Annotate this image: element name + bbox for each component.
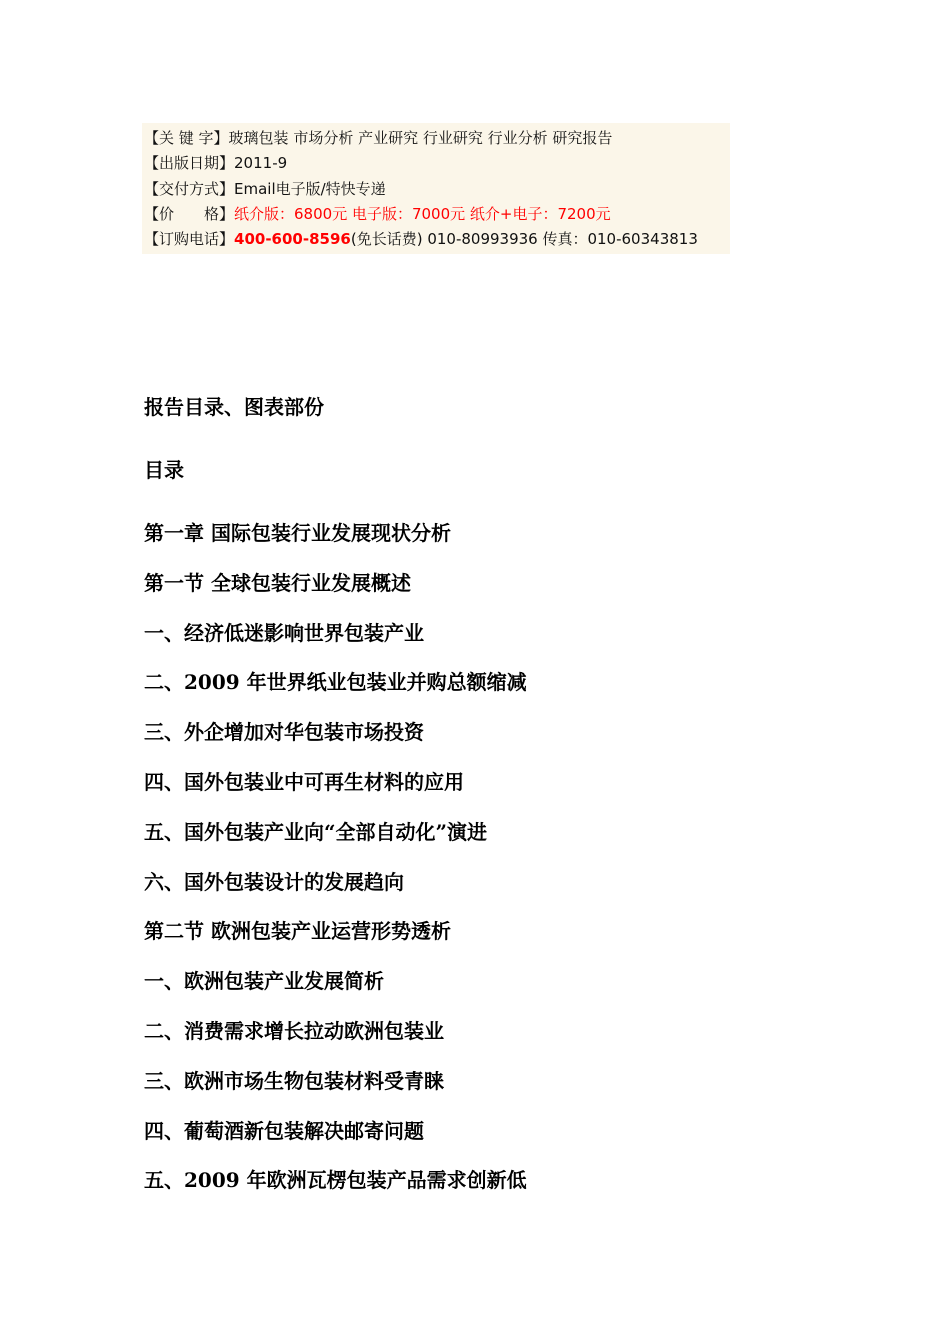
phone-label: 【订购电话】 bbox=[144, 230, 235, 249]
section-title: 报告目录、图表部份 bbox=[144, 395, 324, 419]
price-value: 纸介版：6800元 电子版：7000元 纸介+电子：7200元 bbox=[234, 204, 611, 223]
keywords-row bbox=[144, 126, 730, 151]
toc-item: 第一章 国际包装行业发展现状分析 bbox=[144, 521, 451, 545]
delivery-value: Email电子版/特快专递 bbox=[234, 179, 386, 198]
toc-title: 目录 bbox=[144, 458, 184, 482]
toc-item: 二、2009 年世界纸业包装业并购总额缩减 bbox=[144, 670, 527, 695]
delivery-label: 【交付方式】 bbox=[144, 179, 235, 198]
toc-item: 一、欧洲包装产业发展简析 bbox=[144, 969, 384, 994]
toc-item: 四、国外包装业中可再生材料的应用 bbox=[144, 769, 464, 794]
report-info-box bbox=[142, 123, 730, 254]
price-row bbox=[144, 202, 730, 227]
toc-item: 四、葡萄酒新包装解决邮寄问题 bbox=[144, 1118, 424, 1143]
toc-item: 三、欧洲市场生物包装材料受青睐 bbox=[144, 1068, 444, 1093]
toc-item: 五、2009 年欧洲瓦楞包装产品需求创新低 bbox=[144, 1168, 527, 1193]
publish-date-row bbox=[144, 151, 730, 176]
delivery-row bbox=[144, 177, 730, 202]
publish-date-label: 【出版日期】 bbox=[144, 154, 235, 173]
phone-rest: (免长话费) 010-80993936 传真：010-60343813 bbox=[350, 230, 698, 249]
toc-item: 三、外企增加对华包装市场投资 bbox=[144, 720, 424, 745]
toc-list bbox=[144, 519, 527, 1216]
publish-date-value: 2011-9 bbox=[234, 154, 288, 173]
toc-item: 第二节 欧洲包装产业运营形势透析 bbox=[144, 919, 451, 944]
toc-item: 五、国外包装产业向“全部自动化”演进 bbox=[144, 819, 488, 844]
phone-row bbox=[144, 227, 730, 252]
toc-item: 六、国外包装设计的发展趋向 bbox=[144, 869, 404, 894]
toc-item: 第一节 全球包装行业发展概述 bbox=[144, 570, 411, 595]
keywords-value: 玻璃包装 市场分析 产业研究 行业研究 行业分析 研究报告 bbox=[228, 129, 613, 147]
keywords-label: 【关 键 字】 bbox=[144, 129, 229, 147]
toc-item: 一、经济低迷影响世界包装产业 bbox=[144, 620, 424, 645]
toc-item: 二、消费需求增长拉动欧洲包装业 bbox=[144, 1018, 444, 1043]
price-label: 【价 格】 bbox=[144, 204, 235, 223]
phone-hotline: 400-600-8596 bbox=[234, 230, 351, 249]
